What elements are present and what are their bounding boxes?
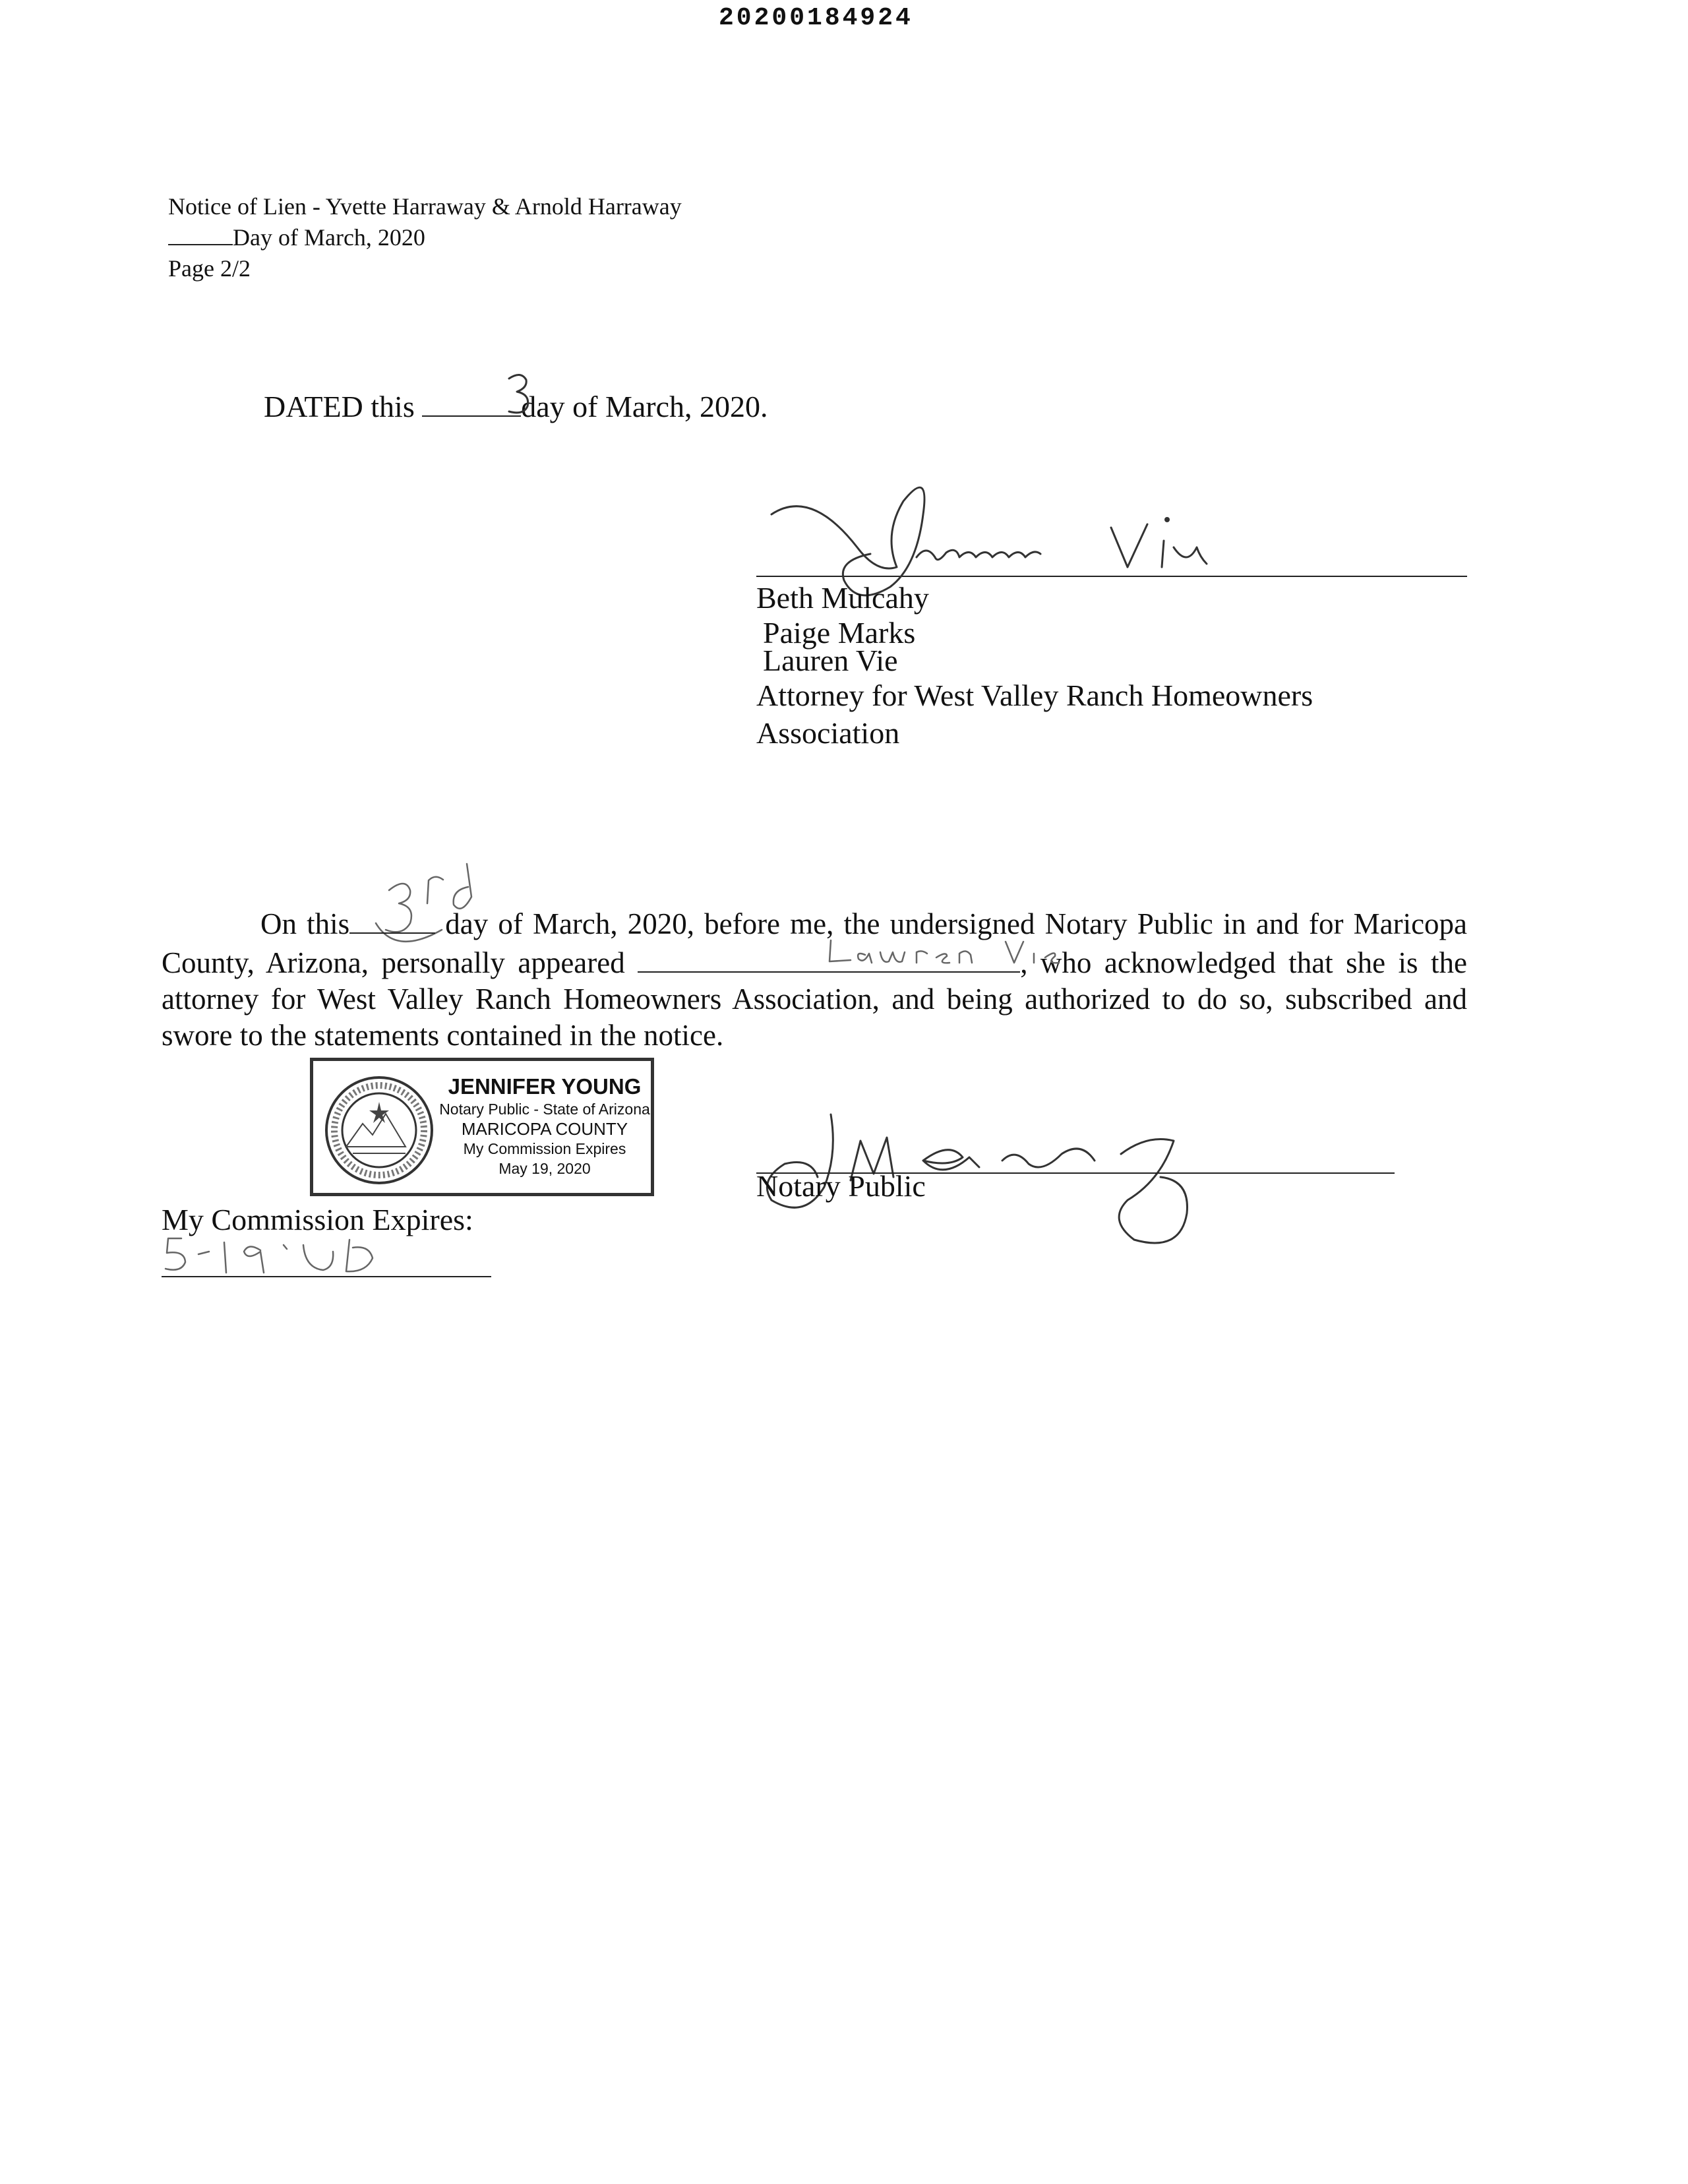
stamp-text-block <box>438 1074 651 1178</box>
ack-part2: day of March, 2020, before me, the undersigned Notary Public in and for Maricopa County, Arizona, personally appeared <box>162 907 1468 979</box>
recording-number: 20200184924 <box>719 4 913 32</box>
commission-expires-label: My Commission Expires: <box>162 1203 473 1236</box>
stamp-expiry: May 19, 2020 <box>498 1160 591 1177</box>
ack-day-blank <box>349 903 435 934</box>
commission-date-line <box>162 1276 491 1277</box>
handwritten-appearer-name <box>824 935 1101 975</box>
header-day-blank <box>168 224 233 245</box>
stamp-notary-name: JENNIFER YOUNG <box>448 1074 642 1099</box>
signer-title: Attorney for West Valley Ranch Homeowners <box>756 679 1313 712</box>
stamp-county: MARICOPA COUNTY <box>461 1119 628 1139</box>
signer-title-continued: Association <box>756 716 900 750</box>
header-page: Page 2/2 <box>168 255 251 282</box>
acknowledgment-paragraph <box>162 903 1467 1054</box>
stamp-commission-label: My Commission Expires <box>463 1140 626 1157</box>
arizona-state-seal-icon <box>323 1074 435 1186</box>
ack-part3: , who acknowledged that she is the attorney for West Valley Ranch Homeowners Association, and being authorized to do so, subscribed and swore to the statements contained in the notice. <box>162 946 1467 1052</box>
dated-suffix: day of March, 2020. <box>521 390 768 423</box>
dated-prefix: DATED this <box>264 390 415 423</box>
notary-public-label: Notary Public <box>756 1169 926 1203</box>
notary-stamp <box>310 1058 654 1196</box>
header-day-line <box>168 222 425 253</box>
signer-name-1: Beth Mulcahy <box>756 581 929 615</box>
signer-name-3: Lauren Vie <box>763 644 898 677</box>
handwritten-commission-date <box>162 1232 438 1278</box>
stamp-notary-title: Notary Public - State of Arizona <box>439 1101 650 1118</box>
header-title: Notice of Lien - Yvette Harraway & Arnold Harraway <box>168 193 682 220</box>
signer-name-2: Paige Marks <box>763 616 916 650</box>
ack-part1: On this <box>260 907 350 940</box>
header-day-text: Day of March, 2020 <box>233 224 425 251</box>
handwritten-day-mark <box>501 369 547 422</box>
